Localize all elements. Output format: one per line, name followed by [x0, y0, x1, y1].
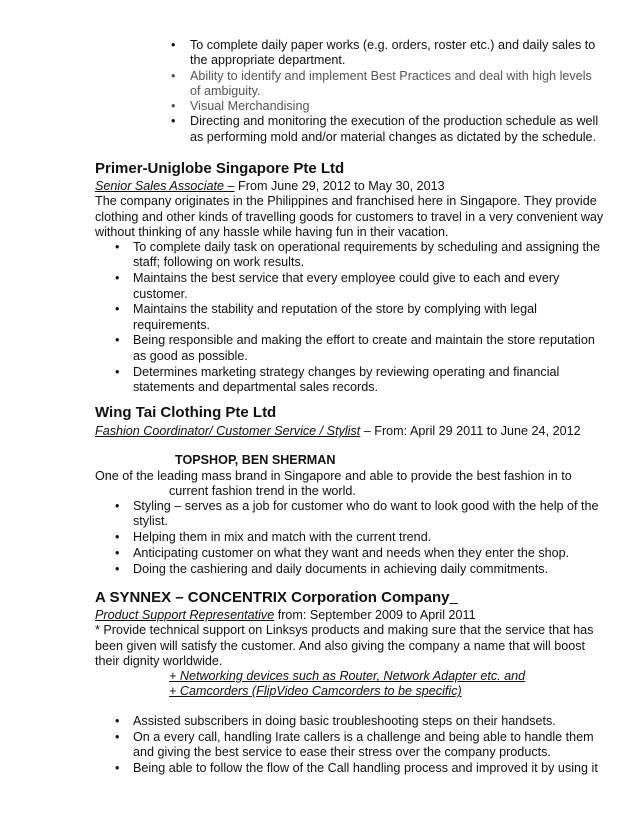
wingtai-bullet: • Doing the cashiering and daily documents in achieving daily commitments.: [95, 562, 605, 577]
wingtai-description-line1: One of the leading mass brand in Singapore and able to provide the best fashion in to: [95, 468, 572, 483]
spacer: [95, 439, 605, 453]
primer-bullet: • To complete daily task on operational requirements by scheduling and assigning the staff; following on work results.: [95, 240, 605, 271]
synnex-description: * Provide technical support on Linksys products and making sure that the service that has been given will satisfy the customer. And also giving the company a name that will boost their dignity worldwide.: [95, 623, 594, 668]
synnex-bullet: • Being able to follow the flow of the Call handling process and improved it by using it: [95, 761, 605, 776]
company-heading-synnex: [95, 589, 458, 607]
primer-bullet: • Maintains the best service that every employee could give to each and every customer.: [95, 271, 605, 302]
top-bullet: • To complete daily paper works (e.g. orders, roster etc.) and daily sales to the appropriate department.: [169, 38, 599, 69]
primer-bullets: [95, 240, 605, 395]
synnex-role-line: [95, 608, 605, 623]
synnex-product-line: + Camcorders (FlipVideo Camcorders to be specific): [169, 684, 462, 699]
synnex-bullet: • Assisted subscribers in doing basic troubleshooting steps on their handsets.: [95, 714, 605, 729]
synnex-bullets: [95, 714, 605, 776]
synnex-role: Product Support Representative: [95, 608, 275, 622]
company-heading-wingtai: Wing Tai Clothing Pte Ltd: [95, 404, 277, 421]
primer-bullet: • Being responsible and making the effort to create and maintain the store reputation as good as possible.: [95, 333, 605, 364]
wingtai-bullet: • Styling – serves as a job for customer who do want to look good with the help of the stylist.: [95, 499, 605, 530]
wingtai-bullet: • Anticipating customer on what they want and needs when they enter the shop.: [95, 546, 605, 561]
primer-description: The company originates in the Philippines and franchised here in Singapore. They provide clothing and other kinds of travelling goods for customers to travel in a very convenient way without thinking of any hassle while having fun in their vacation.: [95, 194, 604, 239]
wingtai-role: Fashion Coordinator/ Customer Service / Stylist: [95, 424, 361, 438]
top-bullet: • Directing and monitoring the execution of the production schedule as well as performing mold and/or material changes as dictated by the schedule.: [169, 114, 599, 145]
wingtai-dates: – From: April 29 2011 to June 24, 2012: [360, 424, 581, 438]
wingtai-brands: TOPSHOP, BEN SHERMAN: [175, 453, 336, 468]
synnex-dates: from: September 2009 to April 2011: [274, 608, 476, 622]
wingtai-bullet: • Helping them in mix and match with the current trend.: [95, 530, 605, 545]
primer-section: [95, 179, 605, 396]
synnex-section: [95, 608, 605, 776]
synnex-bullet: • On a every call, handling Irate callers is a challenge and being able to handle them and giving the best service to ease their stress over the company products.: [95, 730, 605, 761]
primer-dash: –: [227, 179, 235, 193]
spacer: [95, 700, 605, 714]
top-bullet-list: [169, 38, 599, 145]
synnex-product-line: + Networking devices such as Router, Network Adapter etc. and: [169, 669, 526, 684]
wingtai-role-line: [95, 424, 605, 439]
primer-bullet: • Maintains the stability and reputation of the store by complying with legal requirements.: [95, 302, 605, 333]
top-bullet: • Visual Merchandising: [169, 99, 599, 114]
primer-dates: From June 29, 2012 to May 30, 2013: [234, 179, 445, 193]
wingtai-section: [95, 424, 605, 578]
primer-bullet: • Determines marketing strategy changes by reviewing operating and financial statements and departmental sales records.: [95, 365, 605, 396]
wingtai-description-line2: current fashion trend in the world.: [169, 483, 356, 498]
top-bullet: • Ability to identify and implement Best Practices and deal with high levels of ambiguity.: [169, 69, 599, 100]
primer-role-line: [95, 179, 605, 194]
top-bullets: [169, 38, 599, 145]
synnex-company: A SYNNEX – CONCENTRIX Corporation Company: [95, 589, 450, 606]
primer-role: Senior Sales Associate: [95, 179, 228, 193]
company-heading-primer: Primer-Uniglobe Singapore Pte Ltd: [95, 160, 345, 177]
wingtai-bullets: [95, 499, 605, 577]
